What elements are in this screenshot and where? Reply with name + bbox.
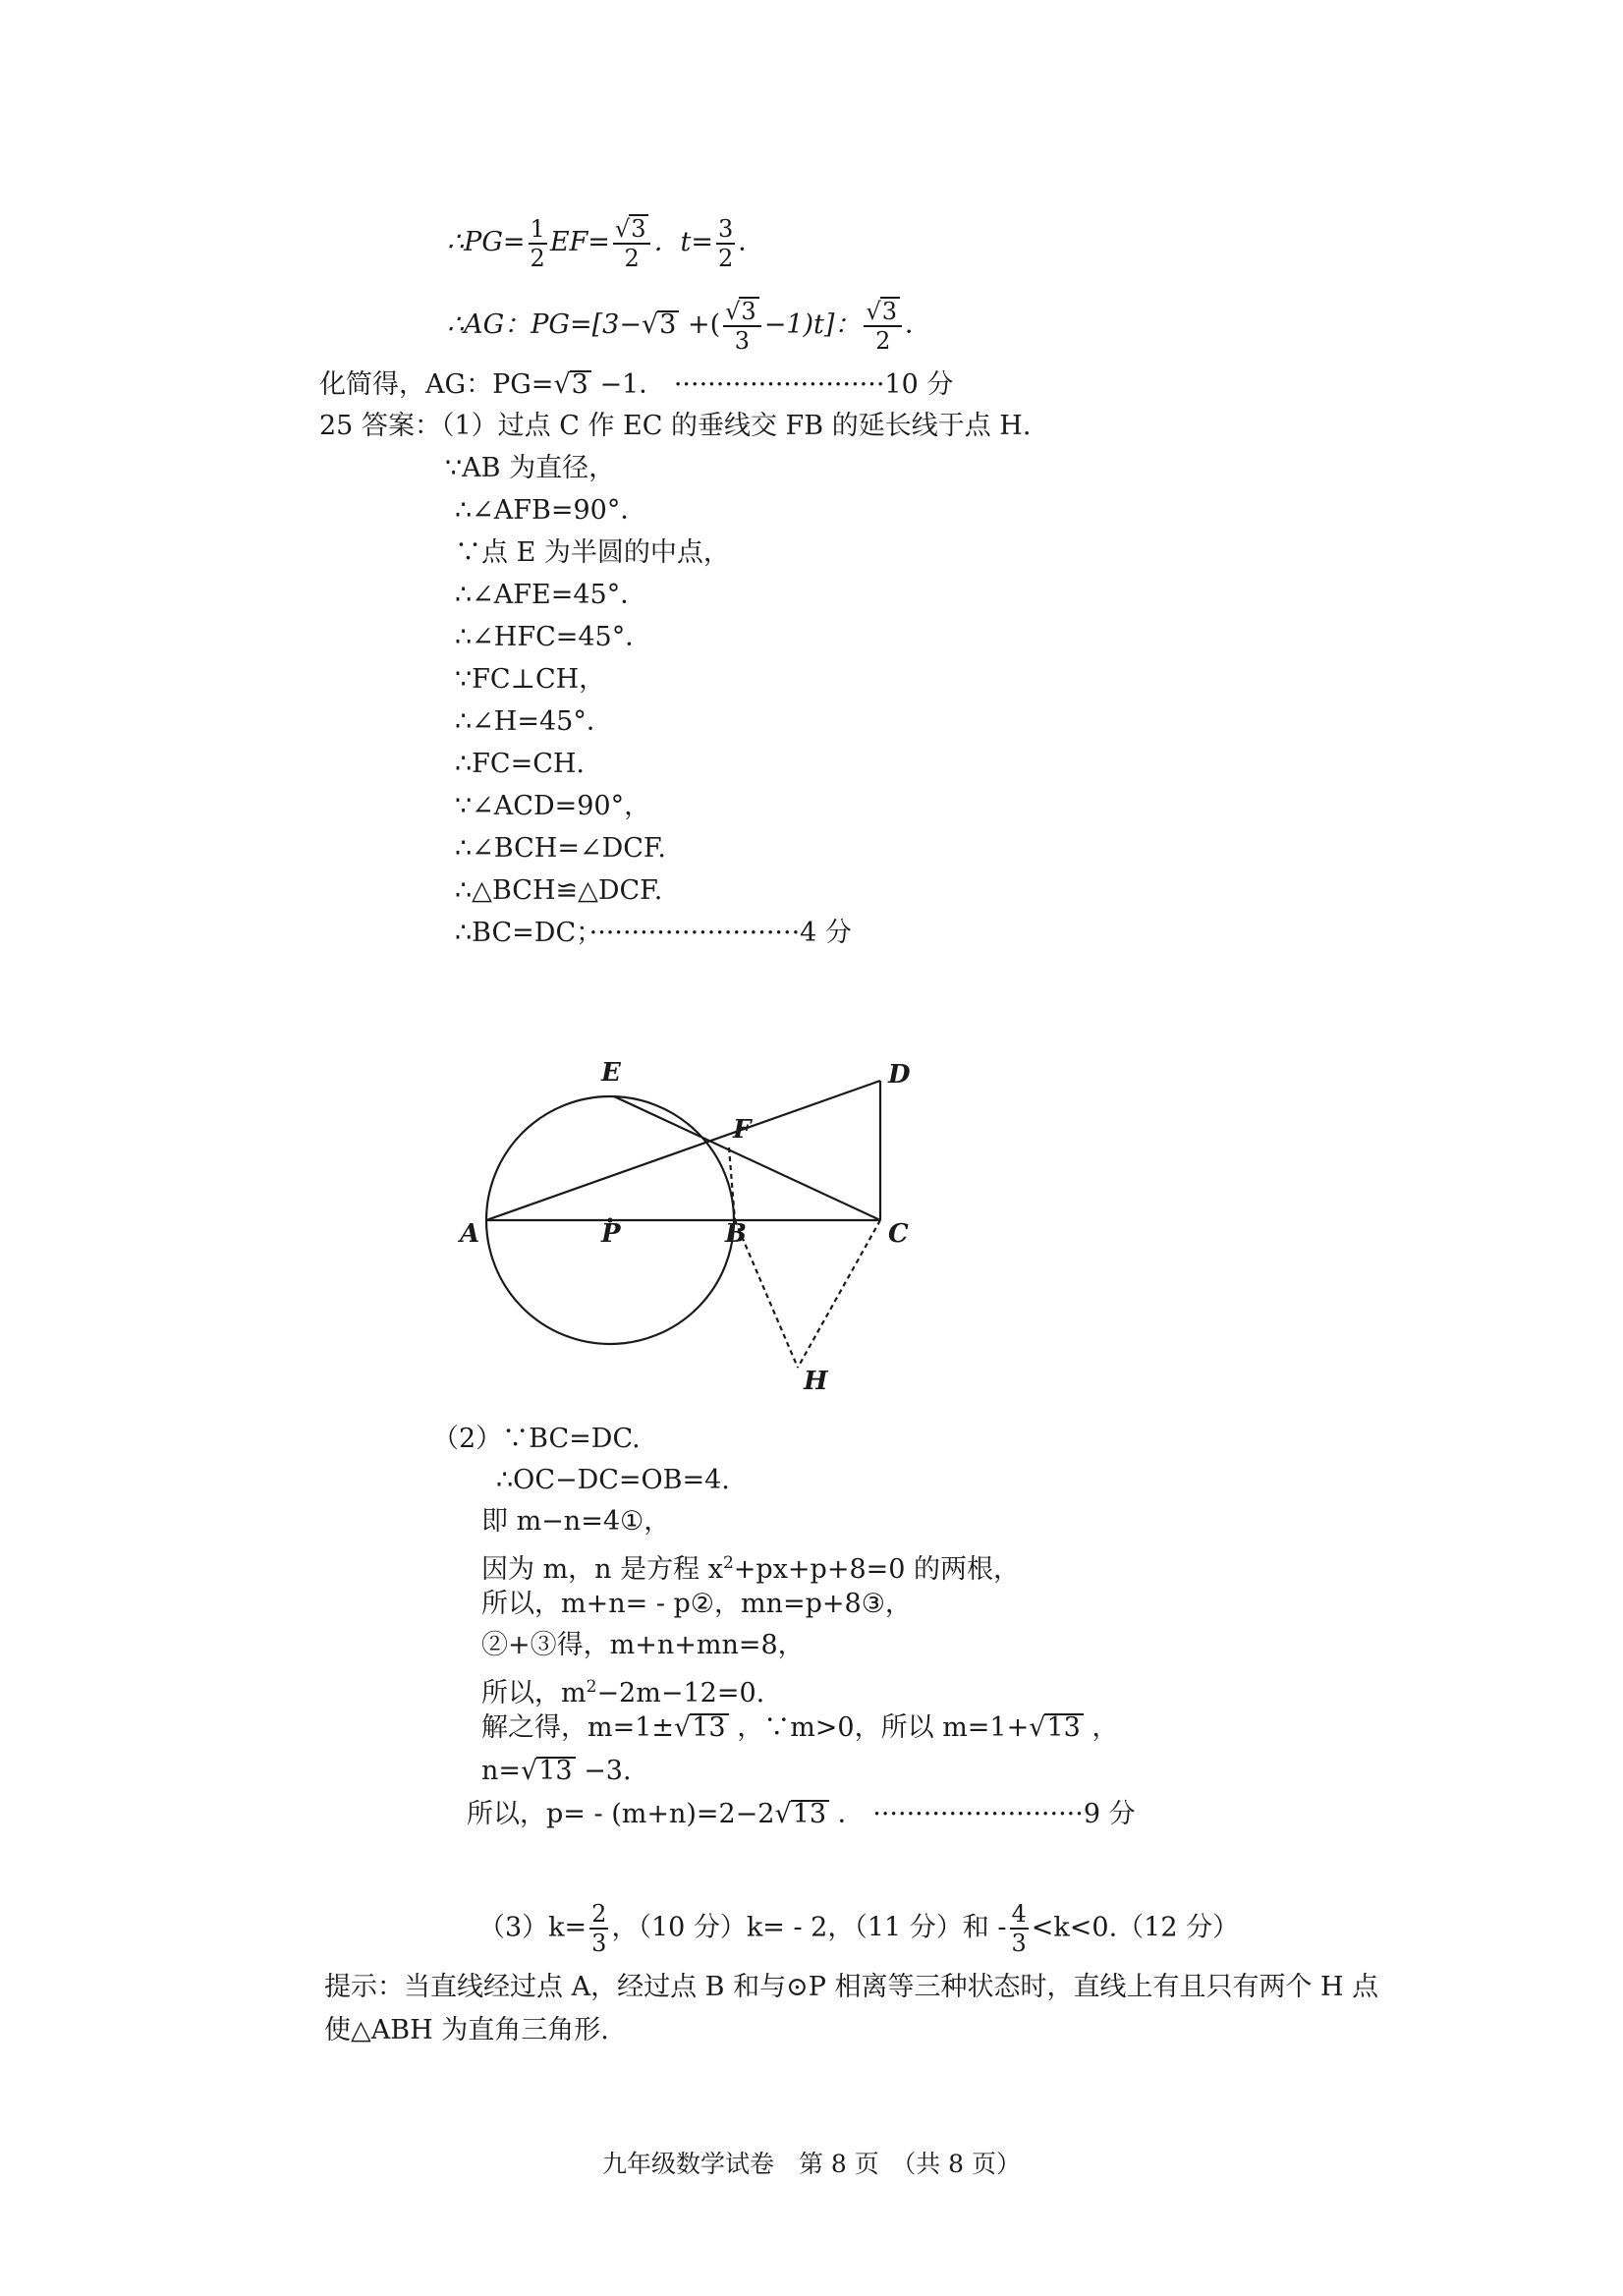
part2-line-5: 所以，m+n= - p②，mn=p+8③， [481,1589,912,1619]
solution-line-pg: ∴PG= $\frac{1}{2}$ EF= $\frac{√3}{2}$ ．t= $\frac{3}{2}$ ． [447,214,765,272]
score-10: ·························10 分 [673,369,954,400]
q25-step: ∴FC=CH. [455,749,585,779]
fraction-sqrt3-over-2b: $\frac{√3}{2}$ [864,297,902,355]
hint-line-1: 提示：当直线经过点 A，经过点 B 和与⊙P 相离等三种状态时，直线上有且只有两个 H 点 [324,1972,1379,2002]
q25-step: ∴∠HFC=45°． [455,622,652,652]
fraction-2-over-3: $\frac{2}{3}$ [591,1900,607,1957]
part2-line-7: 所以，$m^2-2m-12=0$. [481,1677,765,1708]
label-h: H [804,1367,828,1395]
label-f: F [733,1115,752,1145]
part2-line-1: （2）∵BC=DC. [432,1424,641,1454]
q25-step: ∵点 E 为半圆的中点， [455,537,730,568]
fraction-half: $\frac{1}{2}$ [530,214,545,272]
fraction-sqrt3-over-3: $\frac{√3}{3}$ [723,297,761,355]
label-a: A [460,1219,480,1249]
q25-step: ∵FC⊥CH， [455,664,606,695]
q25-header: 25 答案：（1）过点 C 作 EC 的垂线交 FB 的延长线于点 H. [319,411,1032,441]
part3-line: （3）k= $\frac{2}{3}$ ，（10 分）k= - 2，（11 分）和 - $\frac{4}{3}$ <k<0.（12 分） [478,1900,1240,1957]
part2-line-8: 解之得，m=1±√13 ，∵m>0，所以 m=1+√13 ， [481,1712,1119,1743]
q25-step: ∴∠H=45°． [455,706,613,737]
q25-step: ∴△BCH≌△DCF. [455,875,663,906]
score-9: ·························9 分 [872,1799,1136,1829]
geometry-figure [452,1032,914,1395]
solution-line-ratio: ∴AG：PG=[3−√3 +( $\frac{√3}{3}$ −1)t]： $\frac{√3}{2}$ ． [447,298,931,355]
segment-ch-dashed [798,1220,880,1368]
hint-line-2: 使△ABH 为直角三角形. [324,2015,609,2045]
part2-line-10: 所以，p= - (m+n)=2−2√13 ． ·························9 分 [467,1799,1136,1829]
q25-step: ∴∠AFE=45°． [455,580,647,610]
part2-line-9: n=√13 −3. [481,1756,632,1786]
q25-step: ∵AB 为直径， [445,453,616,483]
label-c: C [888,1219,909,1249]
fraction-4-over-3: $\frac{4}{3}$ [1011,1900,1027,1957]
label-d: D [888,1060,911,1090]
label-e: E [601,1058,621,1088]
solution-line-simplified: 化简得，AG：PG=√3 −1． ·························10 分 [319,369,954,400]
page-footer: 九年级数学试卷 第 8 页 （共 8 页） [601,2150,1022,2178]
part2-line-6: ②+③得，m+n+mn=8， [481,1630,805,1660]
segment-fb-dashed [729,1148,735,1220]
fraction-sqrt3-over-2: $\frac{√3}{2}$ [613,214,651,272]
segment-ad [486,1081,880,1220]
q25-step: ∴∠BCH=∠DCF. [455,833,667,864]
q25-step: ∴BC=DC；·························4 分 [455,918,852,948]
q25-step: ∵∠ACD=90°， [455,791,651,821]
label-p: P [601,1219,621,1249]
part2-line-3: 即 m−n=4①， [481,1506,671,1537]
q25-step: ∴∠AFB=90°． [455,495,647,526]
fraction-3-over-2: $\frac{3}{2}$ [717,214,734,272]
part2-line-4: 因为 m，n 是方程 $x^2+px+p+8=0$ 的两根， [481,1553,1021,1585]
label-b: B [725,1219,747,1249]
part2-line-2: ∴OC−DC=OB=4. [496,1465,730,1495]
